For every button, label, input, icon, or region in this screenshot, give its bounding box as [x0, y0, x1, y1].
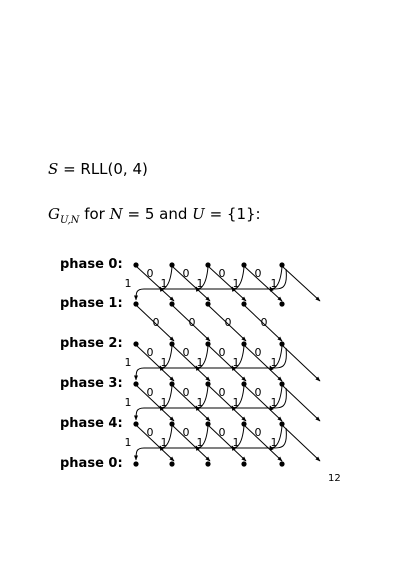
- phase-label-0-final: phase 0:: [60, 456, 123, 471]
- page-number: 12: [328, 473, 341, 484]
- edge-label-one: 1: [160, 436, 168, 449]
- state-node: [205, 421, 210, 426]
- state-node: [133, 461, 138, 466]
- edge-label-one: 1: [160, 277, 168, 290]
- state-node: [279, 381, 284, 386]
- state-node: [205, 262, 210, 267]
- edge-label-zero: 0: [182, 267, 190, 280]
- edge-label-zero: 0: [146, 426, 154, 439]
- edge-label-zero: 0: [188, 316, 196, 329]
- state-node: [241, 341, 246, 346]
- u-variable: U: [192, 205, 205, 223]
- edge-label-one-return: 1: [124, 396, 132, 409]
- edge-label-one: 1: [196, 436, 204, 449]
- edge-label-one: 1: [196, 396, 204, 409]
- for-text: for: [79, 205, 110, 223]
- edge-label-zero: 0: [152, 316, 160, 329]
- edge-label-zero: 0: [218, 267, 226, 280]
- transition-edge: [137, 386, 174, 421]
- state-node: [279, 421, 284, 426]
- state-node: [205, 301, 210, 306]
- edge-label-one: 1: [160, 396, 168, 409]
- state-node: [205, 461, 210, 466]
- n-variable: N: [109, 205, 123, 223]
- phase-label-2: phase 2:: [60, 336, 123, 351]
- transition-edge: [173, 386, 210, 421]
- state-node: [241, 301, 246, 306]
- phase-label-1: phase 1:: [60, 296, 123, 311]
- transition-edge: [137, 426, 174, 461]
- state-node: [133, 421, 138, 426]
- state-node: [133, 381, 138, 386]
- edge-label-one-return: 1: [124, 356, 132, 369]
- edge-label-zero: 0: [218, 346, 226, 359]
- edge-label-zero: 0: [254, 267, 262, 280]
- state-node: [205, 341, 210, 346]
- edge-label-zero: 0: [182, 346, 190, 359]
- state-node: [241, 262, 246, 267]
- state-node: [169, 262, 174, 267]
- edge-label-one: 1: [232, 436, 240, 449]
- phase-label-0: phase 0:: [60, 257, 123, 272]
- s-definition: = RLL(0, 4): [63, 160, 148, 178]
- transition-edge: [209, 346, 246, 381]
- edge-label-zero: 0: [146, 386, 154, 399]
- state-node: [205, 381, 210, 386]
- transition-edge: [283, 386, 320, 421]
- edge-label-one: 1: [196, 356, 204, 369]
- transition-edge: [283, 426, 320, 461]
- state-node: [169, 381, 174, 386]
- edge-label-one: 1: [232, 396, 240, 409]
- edge-label-zero: 0: [254, 386, 262, 399]
- edge-label-one: 1: [232, 356, 240, 369]
- state-node: [279, 301, 284, 306]
- transition-edge: [283, 267, 320, 301]
- state-node: [241, 381, 246, 386]
- n-value: = 5 and: [122, 205, 193, 223]
- g-variable: G: [48, 205, 60, 223]
- state-node: [279, 341, 284, 346]
- edge-label-one: 1: [270, 277, 278, 290]
- edge-label-zero: 0: [182, 386, 190, 399]
- transition-edge: [137, 346, 174, 381]
- edge-label-one-return: 1: [124, 277, 132, 290]
- edge-label-zero: 0: [254, 346, 262, 359]
- state-node: [133, 301, 138, 306]
- edge-label-zero: 0: [218, 426, 226, 439]
- state-node: [133, 341, 138, 346]
- edge-label-one: 1: [270, 436, 278, 449]
- g-subscript: U,N: [59, 215, 80, 226]
- phase-label-3: phase 3:: [60, 376, 123, 391]
- edge-label-zero: 0: [224, 316, 232, 329]
- edge-label-zero: 0: [254, 426, 262, 439]
- edge-label-one: 1: [232, 277, 240, 290]
- transition-edge: [173, 346, 210, 381]
- edge-label-zero: 0: [146, 346, 154, 359]
- state-node: [169, 421, 174, 426]
- edge-label-one: 1: [270, 356, 278, 369]
- transition-edge: [209, 426, 246, 461]
- edge-label-one: 1: [196, 277, 204, 290]
- state-node: [279, 262, 284, 267]
- phase-label-4: phase 4:: [60, 416, 123, 431]
- edge-label-one-return: 1: [124, 436, 132, 449]
- s-variable: S: [48, 160, 59, 178]
- state-node: [169, 341, 174, 346]
- transition-edge: [173, 426, 210, 461]
- state-node: [169, 461, 174, 466]
- transition-edge: [283, 346, 320, 381]
- edge-label-one: 1: [270, 396, 278, 409]
- state-node: [279, 461, 284, 466]
- state-node: [241, 461, 246, 466]
- edge-label-one: 1: [160, 356, 168, 369]
- edge-label-zero: 0: [182, 426, 190, 439]
- edge-label-layer: [125, 267, 278, 449]
- state-node: [133, 262, 138, 267]
- state-node: [241, 421, 246, 426]
- edge-label-zero: 0: [218, 386, 226, 399]
- edge-label-zero: 0: [260, 316, 268, 329]
- transition-edge: [209, 386, 246, 421]
- state-node: [169, 301, 174, 306]
- edge-label-zero: 0: [146, 267, 154, 280]
- u-value: = {1}:: [204, 205, 261, 223]
